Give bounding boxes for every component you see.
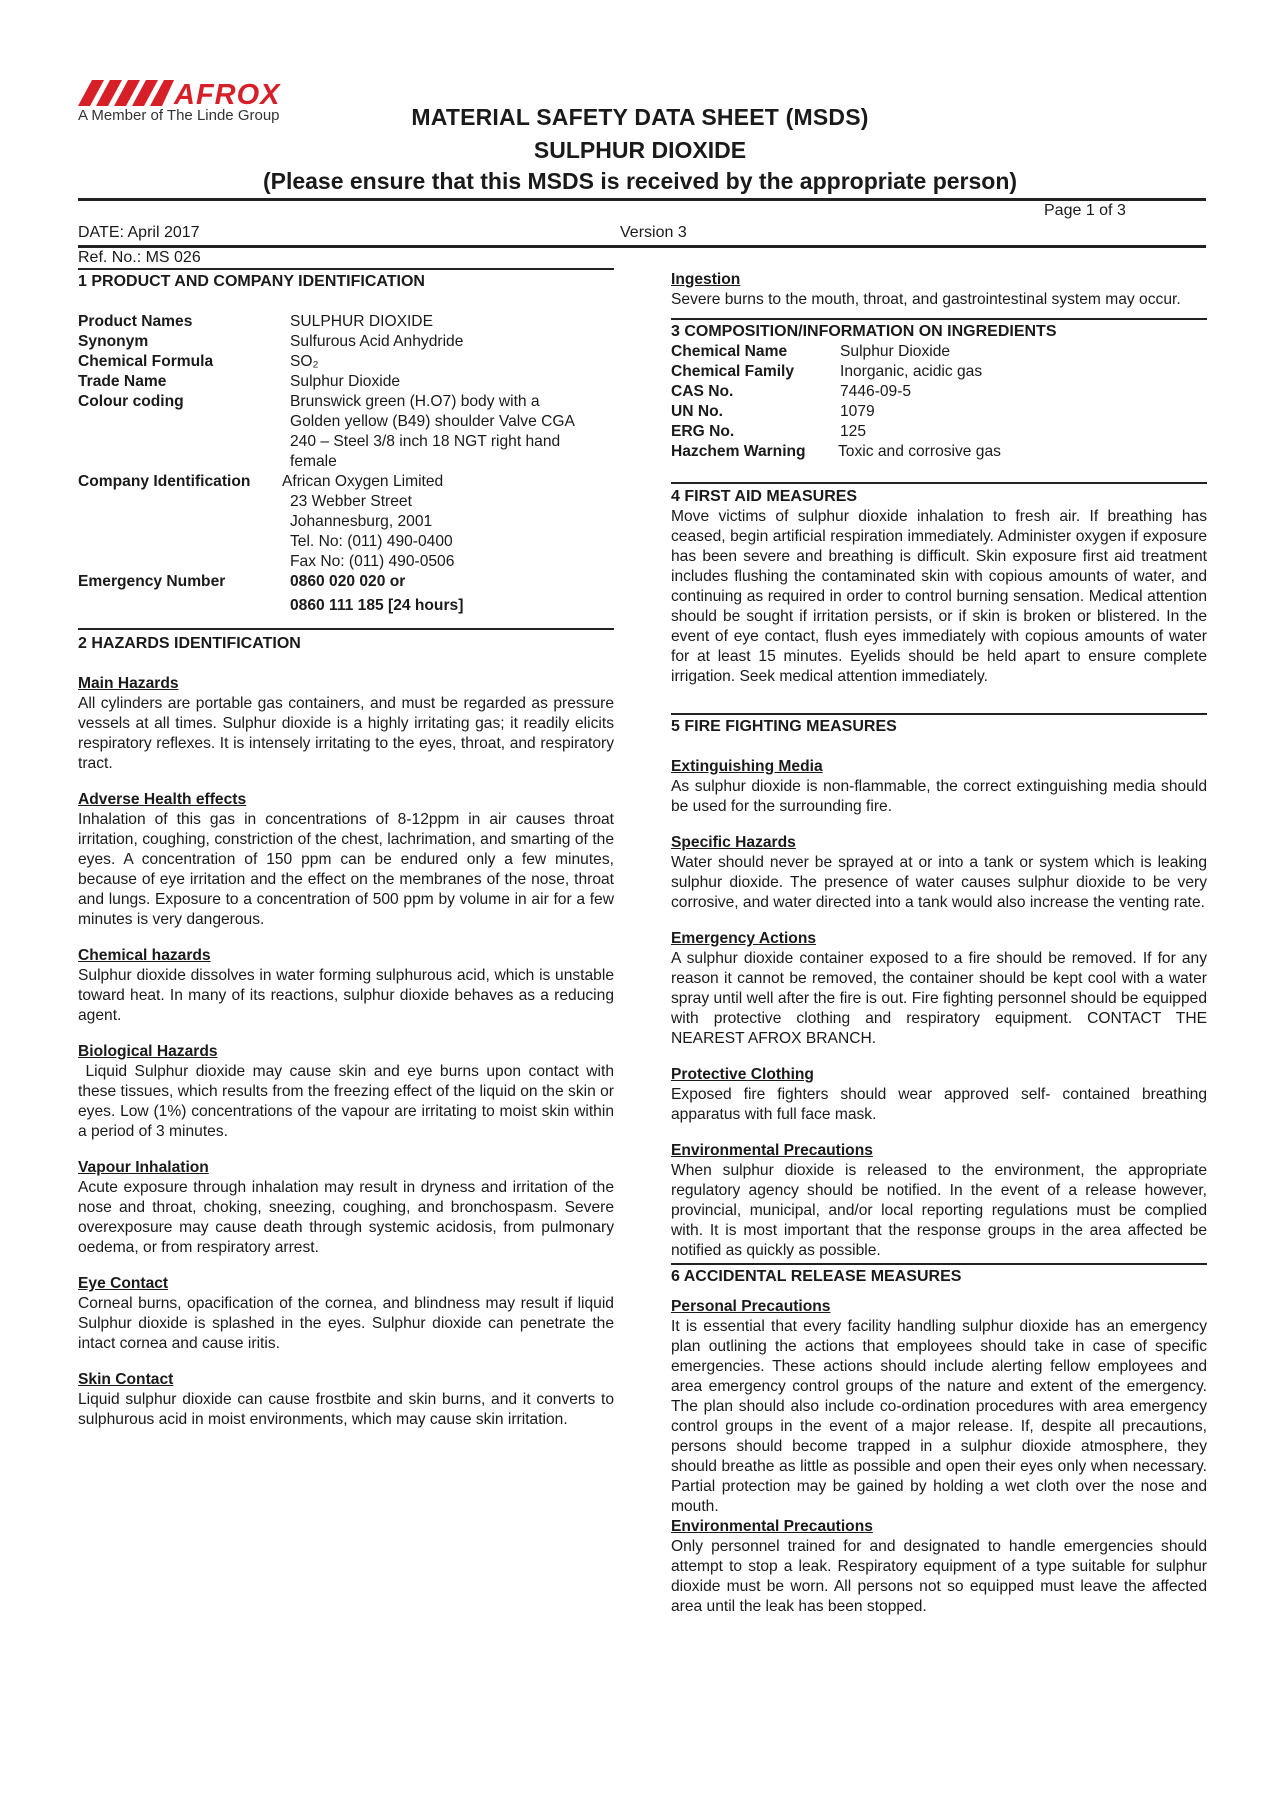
row-emergency-number	[78, 572, 614, 616]
biological-hazards-heading: Biological Hazards	[78, 1043, 218, 1060]
specific-hazards-text: Water should never be sprayed at or into a tank or system which is leaking sulphur dioxide. The presence of water causes sulphur dioxide to be very corrosive, and water directed into a tank would also increase the venting rate.	[671, 854, 1207, 911]
chemical-hazards-text: Sulphur dioxide dissolves in water forming sulphurous acid, which is unstable toward heat. In many of its reactions, sulphur dioxide behaves as a reducing agent.	[78, 967, 614, 1024]
product-title: SULPHUR DIOXIDE	[533, 137, 747, 163]
right-column	[671, 270, 1207, 1617]
value-colour-coding	[290, 392, 614, 472]
left-column	[78, 268, 619, 1430]
value-emergency-number	[290, 572, 614, 616]
company-line: Tel. No: (011) 490-0400	[290, 533, 453, 550]
adverse-health-text: Inhalation of this gas in concentrations of 8-12ppm in air causes throat irritation, coughing, constriction of the chest, lachrimation, and smarting of the eyes. A concentration of 150 ppm can be endured only a few minutes, because of eye irritation and the effect on the membranes of the nose, throat and lungs. Exposure to a concentration of 500 ppm by volume in air for a few minutes is very dangerous.	[78, 811, 614, 928]
value-company-identification	[282, 472, 614, 572]
row-erg-no	[671, 422, 1207, 442]
adverse-health-heading: Adverse Health effects	[78, 791, 247, 808]
release-environmental-precautions-text: Only personnel trained for and designated to handle emergencies should attempt to stop a leak. Respiratory equipment of a type suitable for sulphur dioxide must be worn. All persons not so equipped must leave the affected area until the leak has been stopped.	[671, 1538, 1207, 1615]
label-chemical-formula: Chemical Formula	[78, 353, 214, 370]
extinguishing-media-heading: Extinguishing Media	[671, 758, 823, 775]
main-hazards-text: All cylinders are portable gas containers, and must be regarded as pressure vessels at all times. Sulphur dioxide is a highly irritating gas; it readily elicits respiratory reflexes. It is intensely irritating to the eyes, throat, and respiratory tract.	[78, 695, 614, 772]
colour-coding-line: 240 – Steel 3/8 inch 18 NGT right hand	[290, 433, 561, 450]
value-trade-name: Sulphur Dioxide	[290, 373, 401, 390]
value-hazchem-warning: Toxic and corrosive gas	[838, 443, 1001, 460]
section-3-heading: 3 COMPOSITION/INFORMATION ON INGREDIENTS	[671, 323, 1057, 340]
personal-precautions-heading: Personal Precautions	[671, 1298, 831, 1315]
main-hazards-heading: Main Hazards	[78, 675, 179, 692]
section-4-heading: 4 FIRST AID MEASURES	[671, 488, 858, 505]
extinguishing-media-text: As sulphur dioxide is non-flammable, the correct extinguishing media should be used for the surrounding fire.	[671, 778, 1207, 815]
row-company-identification	[78, 472, 614, 572]
meta-rule	[78, 245, 1206, 248]
company-line: Johannesburg, 2001	[290, 513, 433, 530]
label-un-no: UN No.	[671, 403, 723, 420]
row-product-names	[78, 312, 614, 332]
section-6-rule	[671, 1263, 1207, 1265]
section-1-heading: 1 PRODUCT AND COMPANY IDENTIFICATION	[78, 273, 425, 290]
header-rule	[78, 198, 1206, 201]
company-line: African Oxygen Limited	[282, 473, 444, 490]
row-chemical-family	[671, 362, 1207, 382]
document-version: Version 3	[620, 224, 687, 241]
label-emergency-number: Emergency Number	[78, 573, 226, 590]
biological-hazards-text: Liquid Sulphur dioxide may cause skin and eye burns upon contact with these tissues, which results from the freezing effect of the liquid on the skin or eyes. Low (1%) concentrations of the vapour are irritating to moist skin within a period of 3 minutes.	[78, 1063, 619, 1140]
logo-stripes-icon	[78, 80, 174, 106]
row-cas-no	[671, 382, 1207, 402]
protective-clothing-text: Exposed fire fighters should wear approved self- contained breathing apparatus with full face mask.	[671, 1086, 1207, 1123]
vapour-inhalation-text: Acute exposure through inhalation may result in dryness and irritation of the nose and throat, choking, sneezing, coughing, and bronchospasm. Severe overexposure may cause death through systemic acidosis, from pulmonary oedema, or from respiratory arrest.	[78, 1179, 614, 1256]
value-synonym: Sulfurous Acid Anhydride	[290, 333, 464, 350]
colour-coding-line: Brunswick green (H.O7) body with a	[290, 393, 540, 410]
row-synonym	[78, 332, 614, 352]
value-chemical-formula: SO₂	[290, 353, 319, 370]
fire-environmental-precautions-text: When sulphur dioxide is released to the environment, the appropriate regulatory agency should be notified. In the event of a release however, provincial, municipal, and/or local reporting regulations must be complied with. It is most important that the response groups in the area affected be notified as quickly as possible.	[671, 1162, 1207, 1259]
distribution-notice: (Please ensure that this MSDS is received by the appropriate person)	[262, 168, 1018, 194]
section-3-rule	[671, 318, 1207, 320]
composition-table	[671, 342, 1207, 462]
label-product-names: Product Names	[78, 313, 193, 330]
colour-coding-line: Golden yellow (B49) shoulder Valve CGA	[290, 413, 575, 430]
document-title: MATERIAL SAFETY DATA SHEET (MSDS)	[411, 104, 869, 130]
emergency-actions-heading: Emergency Actions	[671, 930, 817, 947]
section-6-heading: 6 ACCIDENTAL RELEASE MEASURES	[671, 1268, 962, 1285]
ingestion-heading: Ingestion	[671, 271, 741, 288]
row-hazchem-warning	[671, 442, 1207, 462]
value-chemical-family: Inorganic, acidic gas	[840, 363, 983, 380]
vapour-inhalation-heading: Vapour Inhalation	[78, 1159, 209, 1176]
logo-wordmark: AFROX	[174, 79, 281, 111]
label-company-identification: Company Identification	[78, 473, 251, 490]
label-cas-no: CAS No.	[671, 383, 734, 400]
row-chemical-name	[671, 342, 1207, 362]
label-synonym: Synonym	[78, 333, 149, 350]
row-chemical-formula	[78, 352, 614, 372]
skin-contact-heading: Skin Contact	[78, 1371, 174, 1388]
row-un-no	[671, 402, 1207, 422]
value-chemical-name: Sulphur Dioxide	[840, 343, 951, 360]
value-un-no: 1079	[840, 403, 875, 420]
label-hazchem-warning: Hazchem Warning	[671, 443, 806, 460]
company-line: 23 Webber Street	[290, 493, 412, 510]
emergency-line: 0860 111 185 [24 hours]	[290, 597, 464, 614]
protective-clothing-heading: Protective Clothing	[671, 1066, 814, 1083]
row-colour-coding	[78, 392, 614, 472]
company-line: Fax No: (011) 490-0506	[290, 553, 455, 570]
value-erg-no: 125	[840, 423, 867, 440]
section-4-rule	[671, 482, 1207, 484]
row-trade-name	[78, 372, 614, 392]
label-chemical-family: Chemical Family	[671, 363, 795, 380]
label-colour-coding: Colour coding	[78, 393, 184, 410]
label-trade-name: Trade Name	[78, 373, 167, 390]
section-2-rule	[78, 628, 614, 630]
fire-environmental-precautions-heading: Environmental Precautions	[671, 1142, 873, 1159]
section-5-rule	[671, 713, 1207, 715]
label-chemical-name: Chemical Name	[671, 343, 788, 360]
eye-contact-heading: Eye Contact	[78, 1275, 169, 1292]
emergency-actions-text: A sulphur dioxide container exposed to a fire should be removed. If for any reason it cannot be removed, the container should be kept cool with a water spray until well after the fire is out. Fire fighting personnel should be equipped with protective clothing and respiratory equipment. CONTACT THE NEAREST AFROX BRANCH.	[671, 950, 1207, 1047]
section-2-heading: 2 HAZARDS IDENTIFICATION	[78, 635, 301, 652]
chemical-hazards-heading: Chemical hazards	[78, 947, 211, 964]
skin-contact-text: Liquid sulphur dioxide can cause frostbite and skin burns, and it converts to sulphurous acid in moist environments, which may cause skin irritation.	[78, 1391, 614, 1428]
section-5-heading: 5 FIRE FIGHTING MEASURES	[671, 718, 897, 735]
release-environmental-precautions-heading: Environmental Precautions	[671, 1518, 873, 1535]
first-aid-text: Move victims of sulphur dioxide inhalation to fresh air. If breathing has ceased, begin artificial respiration immediately. Administer oxygen if exposure has been severe and breathing is difficult. Skin exposure first aid treatment includes flushing the contaminated skin with copious amounts of water, and continuing as required in order to control burning sensation. Medical attention should be sought if irritation persists, or if skin is broken or blistered. In the event of eye contact, flush eyes immediately with copious amounts of water for at least 15 minutes. Eyelids should be held apart to ensure complete irrigation. Seek medical attention immediately.	[671, 508, 1207, 685]
colour-coding-line: female	[290, 453, 337, 470]
logo-tagline: A Member of The Linde Group	[78, 107, 280, 124]
specific-hazards-heading: Specific Hazards	[671, 834, 796, 851]
value-product-names: SULPHUR DIOXIDE	[290, 313, 433, 330]
value-cas-no: 7446-09-5	[840, 383, 912, 400]
eye-contact-text: Corneal burns, opacification of the cornea, and blindness may result if liquid Sulphur dioxide is splashed in the eyes. Sulphur dioxide can penetrate the intact cornea and cause iritis.	[78, 1295, 614, 1352]
personal-precautions-text: It is essential that every facility handling sulphur dioxide has an emergency plan outlining the actions that employees should take in case of specific emergencies. These actions should include alerting fellow employees and area emergency control groups of the nature and extent of the emergency. The plan should also include co-ordination procedures with area emergency control groups in the event of a major release. If, despite all precautions, persons should become trapped in a sulphur dioxide atmosphere, they should breathe as little as possible and open their eyes only when necessary. Partial protection may be gained by holding a wet cloth over the nose and mouth.	[671, 1318, 1207, 1515]
document-date: DATE: April 2017	[78, 224, 200, 241]
product-identification-table	[78, 312, 614, 616]
emergency-line: 0860 020 020 or	[290, 573, 406, 590]
ingestion-text: Severe burns to the mouth, throat, and gastrointestinal system may occur.	[671, 291, 1181, 308]
label-erg-no: ERG No.	[671, 423, 735, 440]
reference-number: Ref. No.: MS 026	[78, 249, 201, 266]
section-1-rule	[78, 268, 614, 270]
page-number: Page 1 of 3	[1044, 202, 1126, 219]
